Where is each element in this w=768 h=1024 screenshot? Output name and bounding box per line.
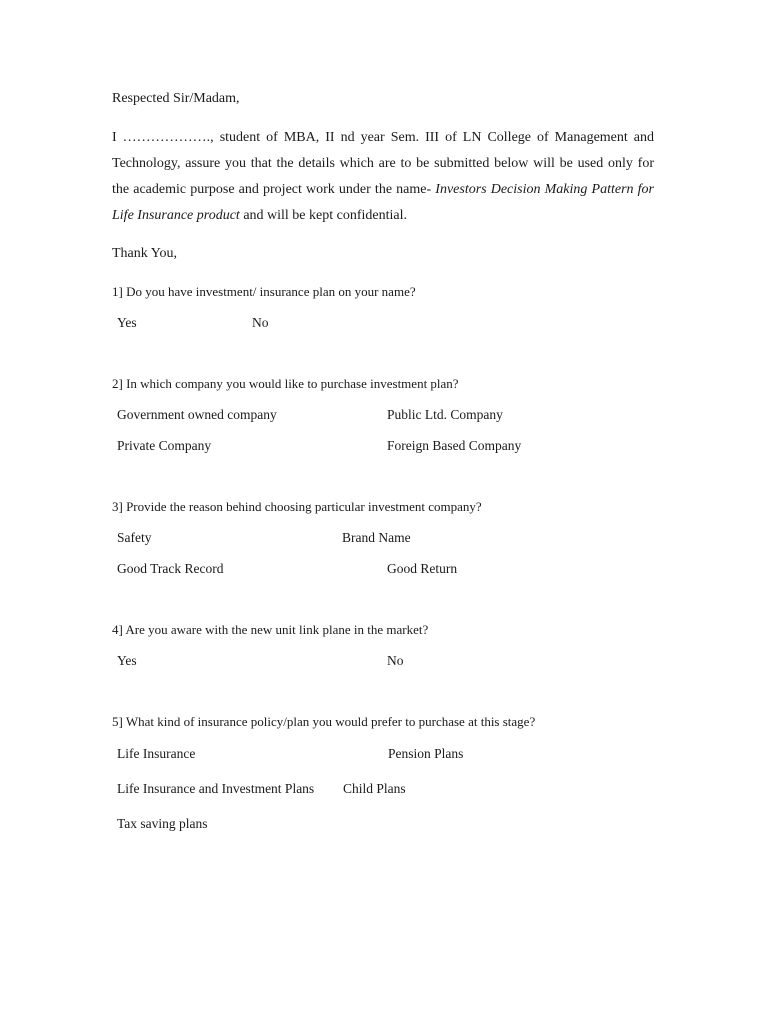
q1-option-yes[interactable]: Yes: [117, 315, 137, 330]
intro-text-end: and will be kept confidential.: [239, 208, 407, 223]
thanks: Thank You,: [112, 246, 177, 261]
intro-text-start: I ………………., student of MBA, II nd year Sem. III of LN College of Management and Technology, assure you that the details which are to be submitted below will be used only for the academic purpose and project work under the name-: [112, 130, 654, 197]
question-2: 2] In which company you would like to purchase investment plan?: [112, 376, 459, 391]
q3-option-brand-name[interactable]: Brand Name: [342, 530, 411, 545]
q3-option-track-record[interactable]: Good Track Record: [117, 561, 224, 576]
q5-option-life-investment[interactable]: Life Insurance and Investment Plans: [117, 781, 315, 796]
q3-option-good-return[interactable]: Good Return: [387, 561, 458, 576]
q5-option-life-insurance[interactable]: Life Insurance: [117, 746, 196, 761]
q4-option-yes[interactable]: Yes: [117, 653, 137, 668]
greeting: Respected Sir/Madam,: [112, 91, 240, 106]
question-5: 5] What kind of insurance policy/plan you would prefer to purchase at this stage?: [112, 714, 536, 729]
q2-option-government[interactable]: Government owned company: [117, 407, 277, 422]
project-name: Investors Decision Making Pattern for Life Insurance product: [112, 182, 654, 223]
q5-option-child[interactable]: Child Plans: [343, 781, 406, 796]
q5-option-tax-saving[interactable]: Tax saving plans: [117, 816, 208, 831]
q2-option-foreign[interactable]: Foreign Based Company: [387, 438, 522, 453]
q1-option-no[interactable]: No: [252, 315, 269, 330]
q4-option-no[interactable]: No: [387, 653, 404, 668]
q2-option-public-ltd[interactable]: Public Ltd. Company: [387, 407, 503, 422]
question-4: 4] Are you aware with the new unit link plane in the market?: [112, 622, 429, 637]
question-3: 3] Provide the reason behind choosing particular investment company?: [112, 499, 482, 514]
question-1: 1] Do you have investment/ insurance plan on your name?: [112, 284, 416, 299]
q5-option-pension[interactable]: Pension Plans: [388, 746, 464, 761]
q3-option-safety[interactable]: Safety: [117, 530, 152, 545]
intro-paragraph: [112, 125, 654, 229]
q2-option-private[interactable]: Private Company: [117, 438, 212, 453]
